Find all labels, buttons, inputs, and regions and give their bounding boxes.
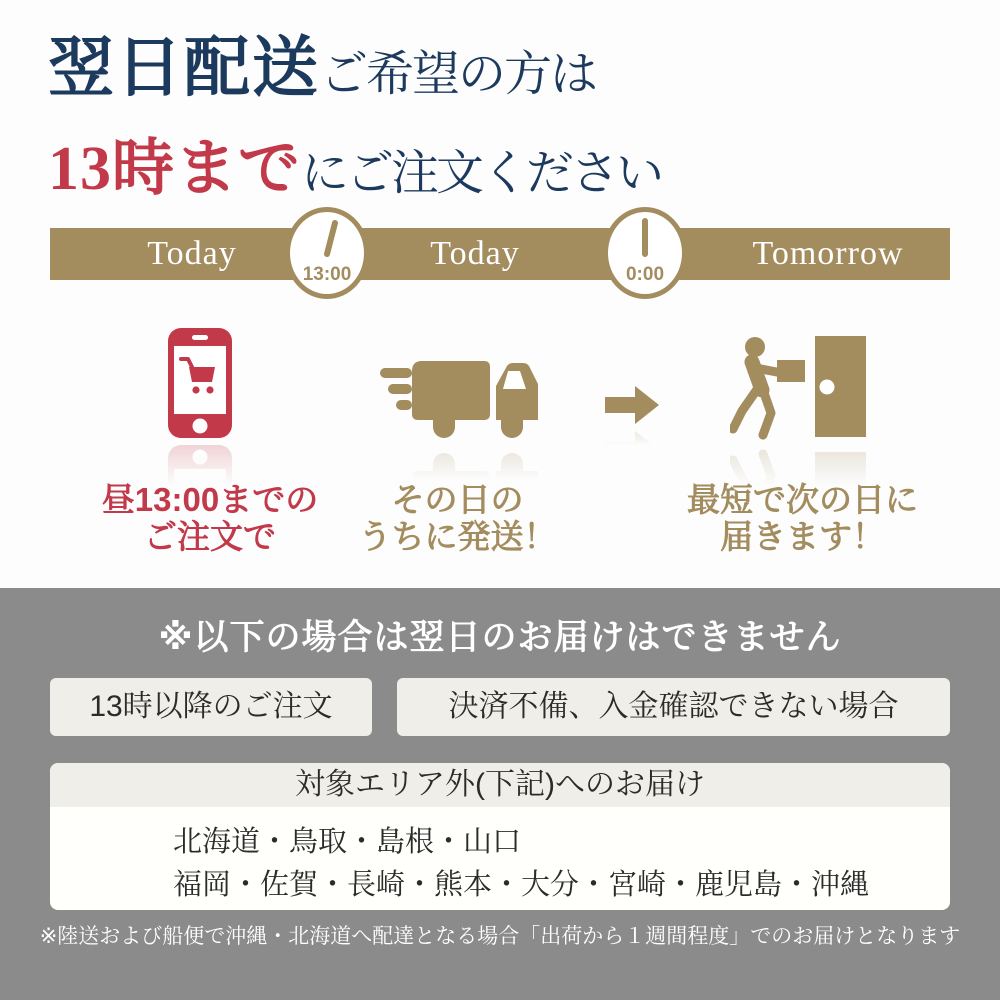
heading-line-1	[48, 28, 661, 127]
step3-caption-line2: 届きます！	[720, 518, 885, 555]
excluded-area-box	[50, 763, 950, 910]
page-title	[48, 28, 661, 223]
excluded-area-line2: 福岡・佐賀・長崎・熊本・大分・宮崎・鹿児島・沖縄	[173, 869, 870, 901]
step2-caption-line1: その日の	[391, 481, 524, 518]
exclusion-box-late-order: 13時以降のご注文	[50, 678, 372, 736]
clock-time-000: 0:00	[625, 264, 665, 285]
timeline-label-today-1: Today	[147, 235, 237, 272]
heading-line2-rest: にご注文ください	[301, 147, 662, 200]
right-arrow-icon	[605, 384, 661, 426]
step2-caption	[320, 481, 595, 555]
step2-caption-line2: うちに発送！	[358, 518, 557, 555]
timeline-label-tomorrow: Tomorrow	[752, 235, 904, 272]
shipping-footnote: ※陸送および船便で沖縄・北海道へ配達となる場合「出荷から１週間程度」でのお届けとなります	[39, 925, 961, 948]
smartphone-cart-icon	[168, 328, 232, 440]
delivery-truck-icon	[378, 356, 540, 444]
step3-caption-line1: 最短で次の日に	[687, 481, 918, 518]
heading-line1-rest: ご希望の方は	[320, 48, 597, 101]
exclusion-box-payment: 決済不備、入金確認できない場合	[397, 678, 950, 736]
exclusions-header: ※以下の場合は翌日のお届けはできません	[158, 618, 842, 657]
excluded-area-title: 対象エリア外(下記)へのお届け	[50, 763, 950, 807]
step3-caption	[655, 481, 950, 555]
clock-time-1300: 13:00	[302, 264, 352, 285]
excluded-area-line1: 北海道・鳥取・島根・山口	[173, 826, 522, 858]
clock-13-00-icon	[285, 207, 369, 299]
door-delivery-icon	[730, 336, 868, 443]
heading-line2-strong: 13時まで	[48, 135, 302, 203]
heading-line1-strong: 翌日配送	[48, 32, 320, 105]
exclusions-section	[0, 588, 1000, 1000]
step1-caption-line1: 昼13:00までの	[101, 481, 319, 518]
clock-0-00-icon	[603, 207, 687, 299]
excluded-area-list	[50, 807, 950, 907]
step1-caption-line2: ご注文で	[144, 518, 276, 555]
heading-line-2	[48, 131, 661, 223]
timeline-label-today-2: Today	[430, 235, 520, 272]
